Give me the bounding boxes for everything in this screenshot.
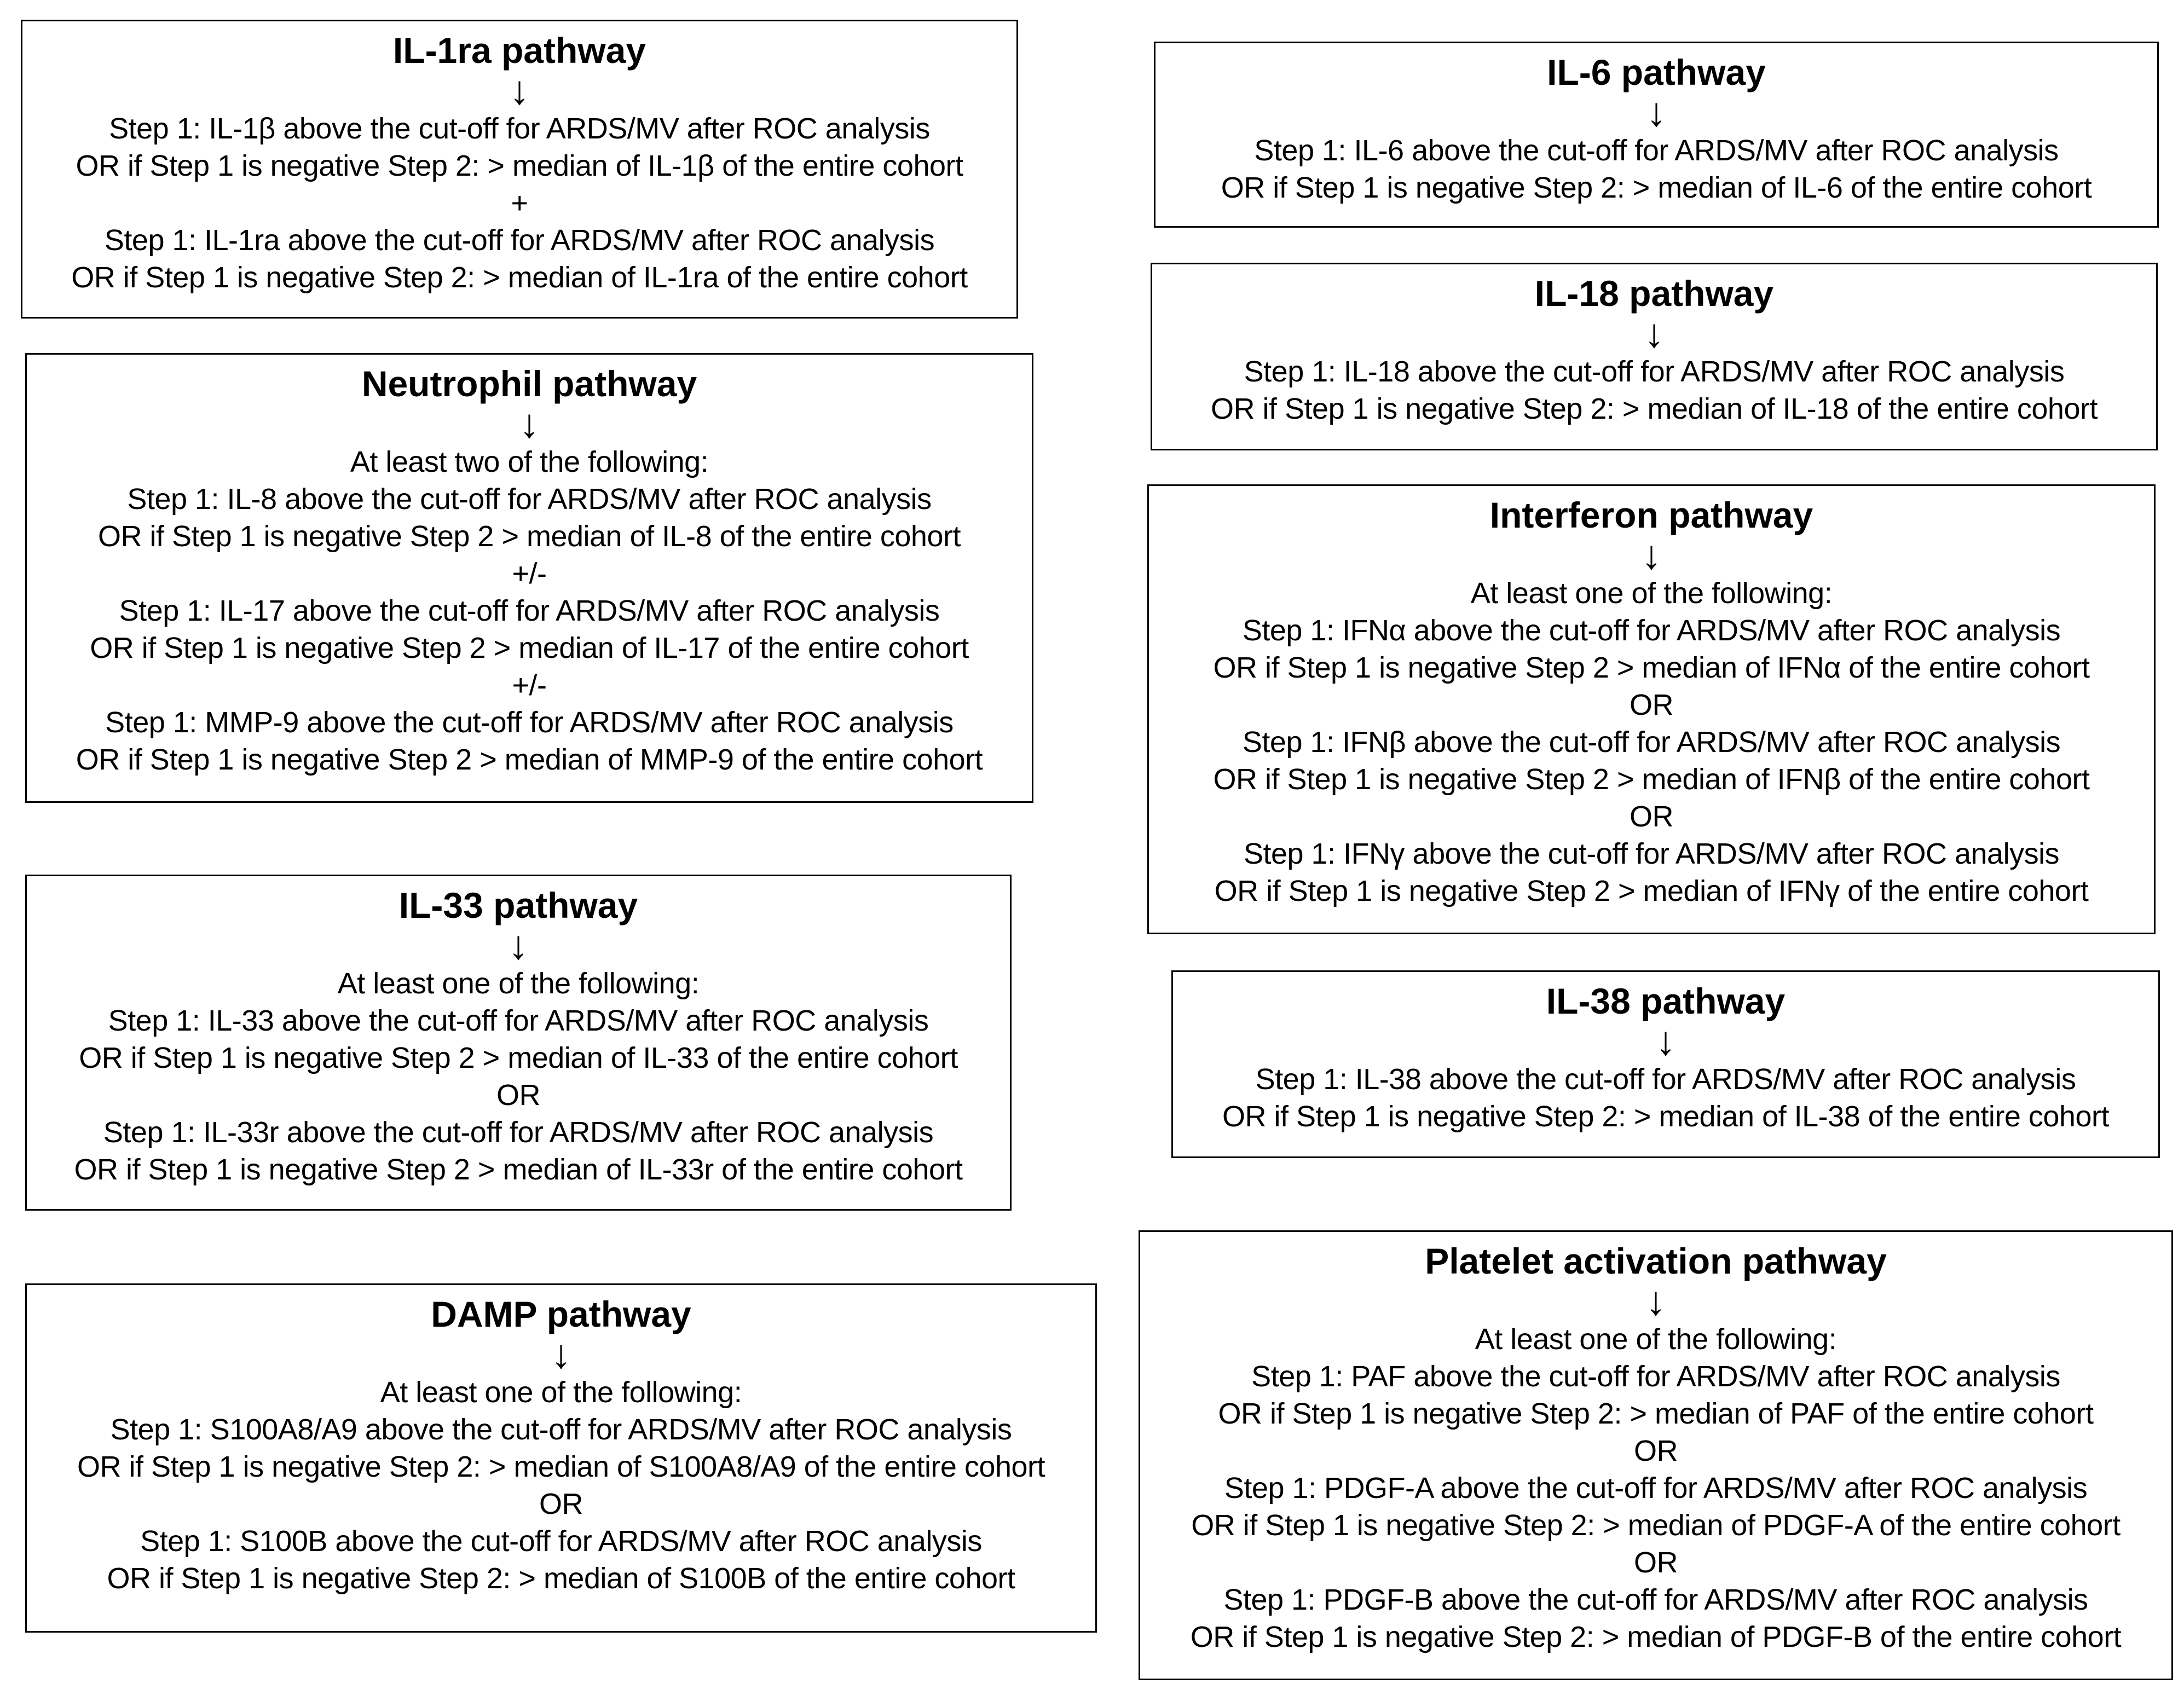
- criterion-line: Step 1: PDGF-A above the cut-off for ARDS/MV after ROC analysis: [1224, 1472, 2088, 1505]
- criterion-line: Step 1: IFNβ above the cut-off for ARDS/MV after ROC analysis: [1242, 726, 2061, 759]
- criterion-line: OR: [1634, 1434, 1678, 1467]
- il33-pathway-box: [25, 875, 1012, 1211]
- criterion-line: Step 1: PAF above the cut-off for ARDS/MV after ROC analysis: [1251, 1360, 2060, 1393]
- down-arrow-icon: ↓: [1641, 532, 1662, 577]
- criterion-line: Step 1: IL-1β above the cut-off for ARDS/MV after ROC analysis: [109, 112, 930, 145]
- criterion-line: OR if Step 1 is negative Step 2: > median of IL-38 of the entire cohort: [1222, 1100, 2109, 1133]
- criterion-line: OR if Step 1 is negative Step 2: > median of IL-18 of the entire cohort: [1211, 392, 2098, 425]
- down-arrow-icon: ↓: [519, 401, 540, 446]
- down-arrow-icon: ↓: [1655, 1018, 1676, 1063]
- pathway-title: Platelet activation pathway: [1425, 1241, 1887, 1281]
- criterion-line: OR: [496, 1079, 540, 1112]
- pathway-title: IL-38 pathway: [1546, 981, 1786, 1021]
- criterion-line: Step 1: IL-18 above the cut-off for ARDS/MV after ROC analysis: [1244, 355, 2065, 388]
- criterion-line: Step 1: IL-8 above the cut-off for ARDS/MV after ROC analysis: [127, 483, 932, 516]
- criterion-line: OR if Step 1 is negative Step 2: > median of IL-1ra of the entire cohort: [71, 261, 968, 294]
- il1ra-pathway-box: [21, 20, 1018, 319]
- criterion-line: Step 1: IL-17 above the cut-off for ARDS/MV after ROC analysis: [119, 594, 940, 627]
- criterion-line: OR if Step 1 is negative Step 2 > median of IFNβ of the entire cohort: [1213, 763, 2090, 796]
- platelet-activation-pathway-box: [1139, 1230, 2173, 1680]
- criterion-line: +: [511, 187, 528, 219]
- criterion-line: Step 1: IL-33 above the cut-off for ARDS/MV after ROC analysis: [108, 1004, 929, 1037]
- criterion-line: OR if Step 1 is negative Step 2 > median of IL-33r of the entire cohort: [74, 1153, 963, 1186]
- criterion-line: OR: [1634, 1546, 1678, 1579]
- down-arrow-icon: ↓: [551, 1331, 571, 1376]
- pathway-title: IL-6 pathway: [1547, 52, 1766, 92]
- criterion-line: OR: [539, 1488, 583, 1520]
- interferon-pathway-box: [1147, 484, 2156, 934]
- criterion-line: OR if Step 1 is negative Step 2 > median of IL-17 of the entire cohort: [90, 632, 969, 664]
- criterion-line: OR if Step 1 is negative Step 2: > median of S100A8/A9 of the entire cohort: [77, 1450, 1045, 1483]
- damp-pathway-box: [25, 1283, 1097, 1633]
- criterion-line: Step 1: MMP-9 above the cut-off for ARDS/MV after ROC analysis: [105, 706, 954, 739]
- criterion-line: At least one of the following:: [337, 967, 700, 1000]
- criterion-line: At least two of the following:: [350, 446, 709, 478]
- il18-pathway-box: [1151, 263, 2158, 450]
- criterion-line: Step 1: IL-33r above the cut-off for ARDS/MV after ROC analysis: [103, 1116, 934, 1149]
- criterion-line: OR if Step 1 is negative Step 2: > median of IL-1β of the entire cohort: [76, 149, 963, 182]
- criterion-line: OR if Step 1 is negative Step 2 > median of IL-8 of the entire cohort: [98, 520, 961, 553]
- criterion-line: OR if Step 1 is negative Step 2: > median of IL-6 of the entire cohort: [1221, 171, 2092, 204]
- criterion-line: OR if Step 1 is negative Step 2: > median of PDGF-A of the entire cohort: [1191, 1509, 2121, 1542]
- criterion-line: At least one of the following:: [380, 1376, 742, 1409]
- criterion-line: Step 1: IL-1ra above the cut-off for ARDS/MV after ROC analysis: [104, 224, 935, 257]
- pathway-title: IL-18 pathway: [1534, 273, 1774, 314]
- down-arrow-icon: ↓: [1645, 1278, 1666, 1323]
- criterion-line: OR if Step 1 is negative Step 2: > median of PAF of the entire cohort: [1218, 1397, 2094, 1430]
- pathway-title: Neutrophil pathway: [361, 363, 697, 404]
- criterion-line: OR if Step 1 is negative Step 2: > median of S100B of the entire cohort: [107, 1562, 1015, 1595]
- criterion-line: OR: [1630, 689, 1673, 721]
- criterion-line: Step 1: IL-6 above the cut-off for ARDS/MV after ROC analysis: [1254, 134, 2059, 167]
- criterion-line: OR if Step 1 is negative Step 2 > median of IL-33 of the entire cohort: [79, 1042, 958, 1074]
- criterion-line: OR if Step 1 is negative Step 2 > median of IFNγ of the entire cohort: [1214, 875, 2089, 907]
- criterion-line: OR if Step 1 is negative Step 2: > median of PDGF-B of the entire cohort: [1190, 1621, 2122, 1653]
- pathway-title: Interferon pathway: [1489, 495, 1813, 535]
- criterion-line: Step 1: S100B above the cut-off for ARDS/MV after ROC analysis: [140, 1525, 982, 1558]
- criterion-line: Step 1: PDGF-B above the cut-off for ARDS/MV after ROC analysis: [1223, 1583, 2088, 1616]
- criterion-line: +/-: [512, 669, 547, 702]
- pathway-title: IL-1ra pathway: [392, 30, 646, 71]
- criterion-line: OR if Step 1 is negative Step 2 > median of MMP-9 of the entire cohort: [76, 743, 983, 776]
- il38-pathway-box: [1171, 970, 2160, 1158]
- criterion-line: At least one of the following:: [1470, 577, 1833, 610]
- neutrophil-pathway-box: [25, 353, 1033, 803]
- criterion-line: +/-: [512, 557, 547, 590]
- criterion-line: OR: [1630, 800, 1673, 833]
- criterion-line: At least one of the following:: [1475, 1323, 1837, 1356]
- criterion-line: Step 1: IL-38 above the cut-off for ARDS/MV after ROC analysis: [1255, 1063, 2076, 1096]
- criterion-line: Step 1: IFNα above the cut-off for ARDS/MV after ROC analysis: [1242, 614, 2061, 647]
- pathway-title: DAMP pathway: [431, 1294, 691, 1334]
- down-arrow-icon: ↓: [509, 67, 530, 113]
- pathway-title: IL-33 pathway: [398, 885, 638, 925]
- down-arrow-icon: ↓: [508, 922, 529, 968]
- criterion-line: Step 1: IFNγ above the cut-off for ARDS/MV after ROC analysis: [1243, 837, 2060, 870]
- criterion-line: Step 1: S100A8/A9 above the cut-off for ARDS/MV after ROC analysis: [110, 1413, 1012, 1446]
- criterion-line: OR if Step 1 is negative Step 2 > median of IFNα of the entire cohort: [1213, 651, 2090, 684]
- down-arrow-icon: ↓: [1644, 310, 1665, 356]
- down-arrow-icon: ↓: [1646, 89, 1667, 135]
- il6-pathway-box: [1154, 42, 2159, 228]
